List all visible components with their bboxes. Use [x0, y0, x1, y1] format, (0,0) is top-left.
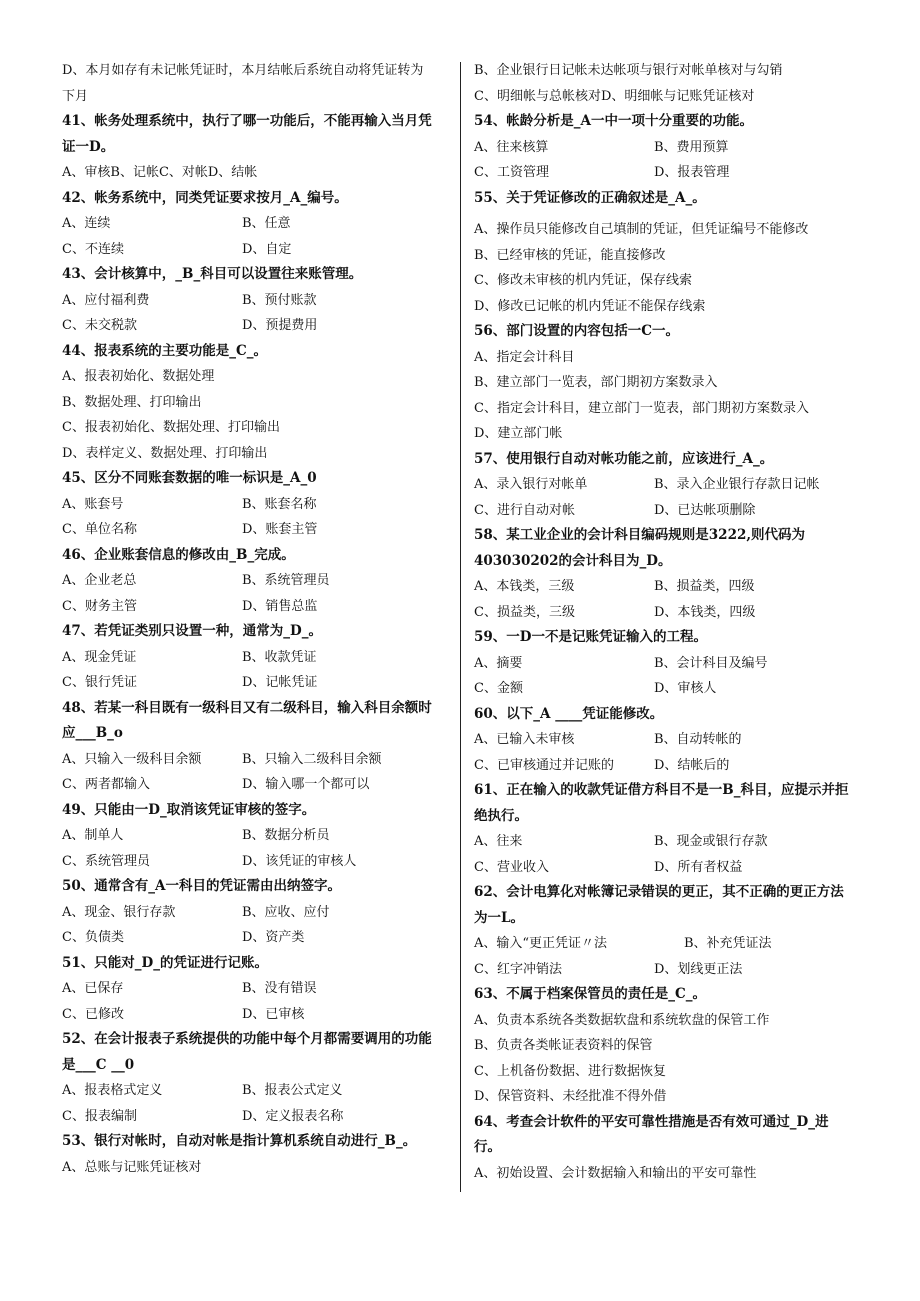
question-text: 绝执行。 — [474, 807, 528, 824]
option-text: D、划线更正法 — [654, 961, 743, 977]
answer-text: D、保管资料、未经批准不得外借 — [474, 1089, 667, 1104]
answer-text: C、上机备份数据、进行数据恢复 — [474, 1063, 666, 1079]
option-text: A、摘要 — [474, 655, 523, 671]
option-text: B、报表公式定义 — [242, 1083, 343, 1098]
option-text: D、账套主管 — [242, 522, 318, 537]
option-text: D、定义报表名称 — [242, 1108, 344, 1124]
option-row — [62, 823, 450, 849]
option-text: A、应付福利费 — [62, 292, 150, 308]
option-row — [474, 160, 858, 186]
question-text: 是___C __0 — [62, 1056, 135, 1073]
option-text: D、输入哪一个都可以 — [242, 777, 370, 792]
question-text: 61、正在输入的收款凭证借方科目不是一B_科目，应提示并拒 — [474, 782, 849, 798]
option-text: D、所有者权益 — [654, 859, 743, 875]
answer-text: C、修改未审核的机内凭证，保存线索 — [474, 273, 692, 288]
question-text: 47、若凭证类别只设置一种，通常为_D_。 — [62, 623, 322, 639]
option-text: D、已达帐项删除 — [654, 502, 756, 518]
option-text: B、补充凭证法 — [684, 936, 772, 951]
option-row — [62, 594, 450, 620]
option-text: A、企业老总 — [62, 573, 137, 588]
question-text: 59、一D一不是记账凭证输入的工程。 — [474, 629, 707, 645]
option-text: D、该凭证的审核人 — [242, 853, 357, 869]
option-text: A、往来 — [474, 834, 523, 849]
option-row — [474, 931, 858, 957]
option-text: A、往来核算 — [474, 139, 549, 155]
option-text: C、已修改 — [62, 1006, 124, 1022]
option-text: B、现金或银行存款 — [654, 834, 768, 849]
question-text: 44、报表系统的主要功能是_C_。 — [62, 342, 268, 359]
option-text: A、已保存 — [62, 981, 124, 996]
option-row — [474, 135, 858, 161]
option-row — [62, 288, 450, 314]
option-row — [474, 676, 858, 702]
option-row — [62, 313, 450, 339]
option-text: A、输入“更正凭证〃法 — [474, 936, 608, 951]
option-row — [62, 492, 450, 518]
option-row — [474, 727, 858, 753]
answer-text: A、指定会计科目 — [474, 349, 575, 365]
answer-text: C、明细帐与总帐核对D、明细帐与记账凭证核对 — [474, 88, 755, 104]
question-text: 62、会计电算化对帐簿记录错误的更正，其不正确的更正方法 — [474, 884, 844, 900]
question-text: 64、考查会计软件的平安可靠性措施是否有效可通过_D_进 — [474, 1113, 829, 1130]
answer-text: B、建立部门一览表，部门期初方案数录入 — [474, 375, 718, 390]
option-row — [474, 472, 858, 498]
option-row — [474, 600, 858, 626]
option-text: D、销售总监 — [242, 598, 318, 614]
answer-text: A、审核B、记帐C、对帐D、结帐 — [62, 165, 258, 180]
question-text: 53、银行对帐时，自动对帐是指计算机系统自动进行_B_。 — [62, 1133, 417, 1149]
option-text: B、应收、应付 — [242, 904, 330, 920]
option-text: A、只输入一级科目余额 — [62, 751, 202, 767]
option-text: D、本钱类，四级 — [654, 604, 756, 620]
option-text: D、审核人 — [654, 681, 717, 696]
option-row — [62, 237, 450, 263]
option-text: B、只输入二级科目余额 — [242, 751, 382, 767]
question-text: 49、只能由一D_取消该凭证审核的签字。 — [62, 801, 316, 818]
option-text: B、数据分析员 — [242, 828, 330, 843]
answer-text: A、初始设置、会计数据输入和输出的平安可靠性 — [474, 1165, 757, 1181]
option-text: C、金额 — [474, 681, 523, 696]
option-text: D、预提费用 — [242, 318, 318, 333]
option-text: C、红字冲销法 — [474, 961, 562, 977]
answer-text: B、企业银行日记帐未达帐项与银行对帐单核对与勾销 — [474, 63, 783, 78]
option-text: A、账套号 — [62, 496, 124, 512]
option-text: C、两者都输入 — [62, 777, 150, 792]
option-text: D、自定 — [242, 241, 292, 257]
option-row — [62, 645, 450, 671]
option-text: B、自动转帐的 — [654, 732, 742, 747]
option-row — [474, 829, 858, 855]
option-row — [474, 651, 858, 677]
question-text: 45、区分不同账套数据的唯一标识是_A_0 — [62, 470, 317, 486]
option-text: D、结帐后的 — [654, 757, 730, 773]
option-text: A、报表格式定义 — [62, 1083, 163, 1098]
option-text: B、预付账款 — [242, 292, 317, 308]
question-text: 54、帐龄分析是_A一中一项十分重要的功能。 — [474, 113, 754, 129]
question-text: 55、关于凭证修改的正确叙述是_A_。 — [474, 189, 706, 206]
question-text: 51、只能对_D_的凭证进行记账。 — [62, 954, 268, 971]
column-divider — [460, 62, 461, 1192]
option-text: A、连续 — [62, 216, 111, 231]
option-text: A、已输入未审核 — [474, 732, 575, 747]
option-text: C、损益类，三级 — [474, 604, 575, 620]
option-text: A、现金、银行存款 — [62, 904, 176, 920]
question-text: 43、会计核算中，_B_科目可以设置往来账管理。 — [62, 266, 363, 282]
option-text: C、进行自动对帐 — [474, 502, 575, 518]
option-text: C、已审核通过并记账的 — [474, 757, 614, 773]
option-text: B、任意 — [242, 216, 291, 231]
option-row — [474, 574, 858, 600]
answer-text: A、操作员只能修改自己填制的凭证，但凭证编号不能修改 — [474, 222, 809, 237]
answer-text: B、数据处理、打印输出 — [62, 394, 202, 410]
question-text: 52、在会计报表子系统提供的功能中每个月都需要调用的功能 — [62, 1031, 432, 1047]
question-text: 57、使用银行自动对帐功能之前，应该进行_A_。 — [474, 450, 774, 467]
question-text: 58、某工业企业的会计科目编码规则是3222,则代码为 — [474, 527, 806, 543]
option-text: A、录入银行对帐单 — [474, 477, 588, 492]
question-text: 60、以下_A ____凭证能修改。 — [474, 705, 664, 722]
question-text: 证一D。 — [62, 138, 115, 155]
option-text: B、收款凭证 — [242, 649, 317, 665]
option-row — [474, 957, 858, 983]
option-text: B、录入企业银行存款日记帐 — [654, 477, 820, 492]
option-text: C、未交税款 — [62, 318, 137, 333]
option-text: A、现金凭证 — [62, 649, 137, 665]
option-row — [62, 747, 450, 773]
option-row — [62, 976, 450, 1002]
option-text: C、负债类 — [62, 930, 124, 945]
option-row — [474, 498, 858, 524]
option-row — [62, 772, 450, 798]
option-row — [62, 1104, 450, 1130]
option-row — [62, 1078, 450, 1104]
left-column — [62, 58, 450, 1180]
question-text: 应___B_o — [62, 725, 123, 741]
option-text: B、系统管理员 — [242, 573, 330, 588]
question-text: 403030202的会计科目为_D。 — [474, 552, 672, 569]
option-text: C、不连续 — [62, 241, 124, 257]
answer-text: B、负责各类帐证表资料的保管 — [474, 1038, 653, 1053]
answer-text: A、负责本系统各类数据软盘和系统软盘的保管工作 — [474, 1012, 770, 1028]
option-row — [62, 670, 450, 696]
question-text: 48、若某一科目既有一级科目又有二级科目，输入科目余额时 — [62, 699, 432, 716]
option-row — [62, 1002, 450, 1028]
option-text: C、系统管理员 — [62, 853, 150, 869]
option-row — [62, 900, 450, 926]
option-row — [474, 753, 858, 779]
option-text: D、资产类 — [242, 930, 305, 945]
answer-text: A、总账与记账凭证核对 — [62, 1159, 202, 1175]
question-text: 50、通常含有_A一科目的凭证需由出纳签字。 — [62, 878, 342, 894]
option-row — [474, 855, 858, 881]
question-text: 41、帐务处理系统中，执行了哪一功能后，不能再输入当月凭 — [62, 113, 432, 129]
option-row — [62, 517, 450, 543]
option-text: A、本钱类，三级 — [474, 579, 575, 594]
option-text: C、工资管理 — [474, 165, 549, 180]
option-text: B、账套名称 — [242, 496, 317, 512]
question-text: 63、不属于档案保管员的责任是_C_。 — [474, 986, 707, 1002]
option-row — [62, 568, 450, 594]
option-text: B、没有错误 — [242, 981, 317, 996]
question-text: 46、企业账套信息的修改由_B_完成。 — [62, 546, 295, 563]
option-text: C、报表编制 — [62, 1108, 137, 1124]
option-text: D、报表管理 — [654, 165, 730, 180]
answer-text: D、本月如存有未记帐凭证时，本月结帐后系统自动将凭证转为 — [62, 63, 424, 78]
answer-text: C、指定会计科目，建立部门一览表，部门期初方案数录入 — [474, 400, 809, 416]
option-text: C、银行凭证 — [62, 675, 137, 690]
question-text: 56、部门设置的内容包括一C一。 — [474, 323, 680, 339]
option-text: B、费用预算 — [654, 139, 729, 155]
answer-text: D、建立部门帐 — [474, 426, 563, 441]
option-text: B、会计科目及编号 — [654, 655, 768, 671]
option-text: B、损益类，四级 — [654, 579, 755, 594]
option-text: D、记帐凭证 — [242, 675, 318, 690]
option-row — [62, 849, 450, 875]
answer-text: A、报表初始化、数据处理 — [62, 369, 215, 384]
option-text: D、已审核 — [242, 1006, 305, 1022]
answer-text: 下月 — [62, 88, 89, 104]
answer-text: C、报表初始化、数据处理、打印输出 — [62, 420, 280, 435]
right-column — [474, 58, 858, 1186]
answer-text: D、修改已记帐的机内凭证不能保存线索 — [474, 298, 706, 314]
option-text: C、营业收入 — [474, 859, 549, 875]
option-row — [62, 925, 450, 951]
question-text: 42、帐务系统中，同类凭证要求按月_A_编号。 — [62, 189, 348, 206]
question-text: 为一L。 — [474, 909, 524, 926]
answer-text: D、表样定义、数据处理、打印输出 — [62, 445, 268, 461]
option-text: C、财务主管 — [62, 598, 137, 614]
question-text: 行。 — [474, 1139, 501, 1155]
option-row — [62, 211, 450, 237]
answer-text: B、已经审核的凭证，能直接修改 — [474, 247, 666, 263]
option-text: C、单位名称 — [62, 522, 137, 537]
option-text: A、制单人 — [62, 828, 124, 843]
